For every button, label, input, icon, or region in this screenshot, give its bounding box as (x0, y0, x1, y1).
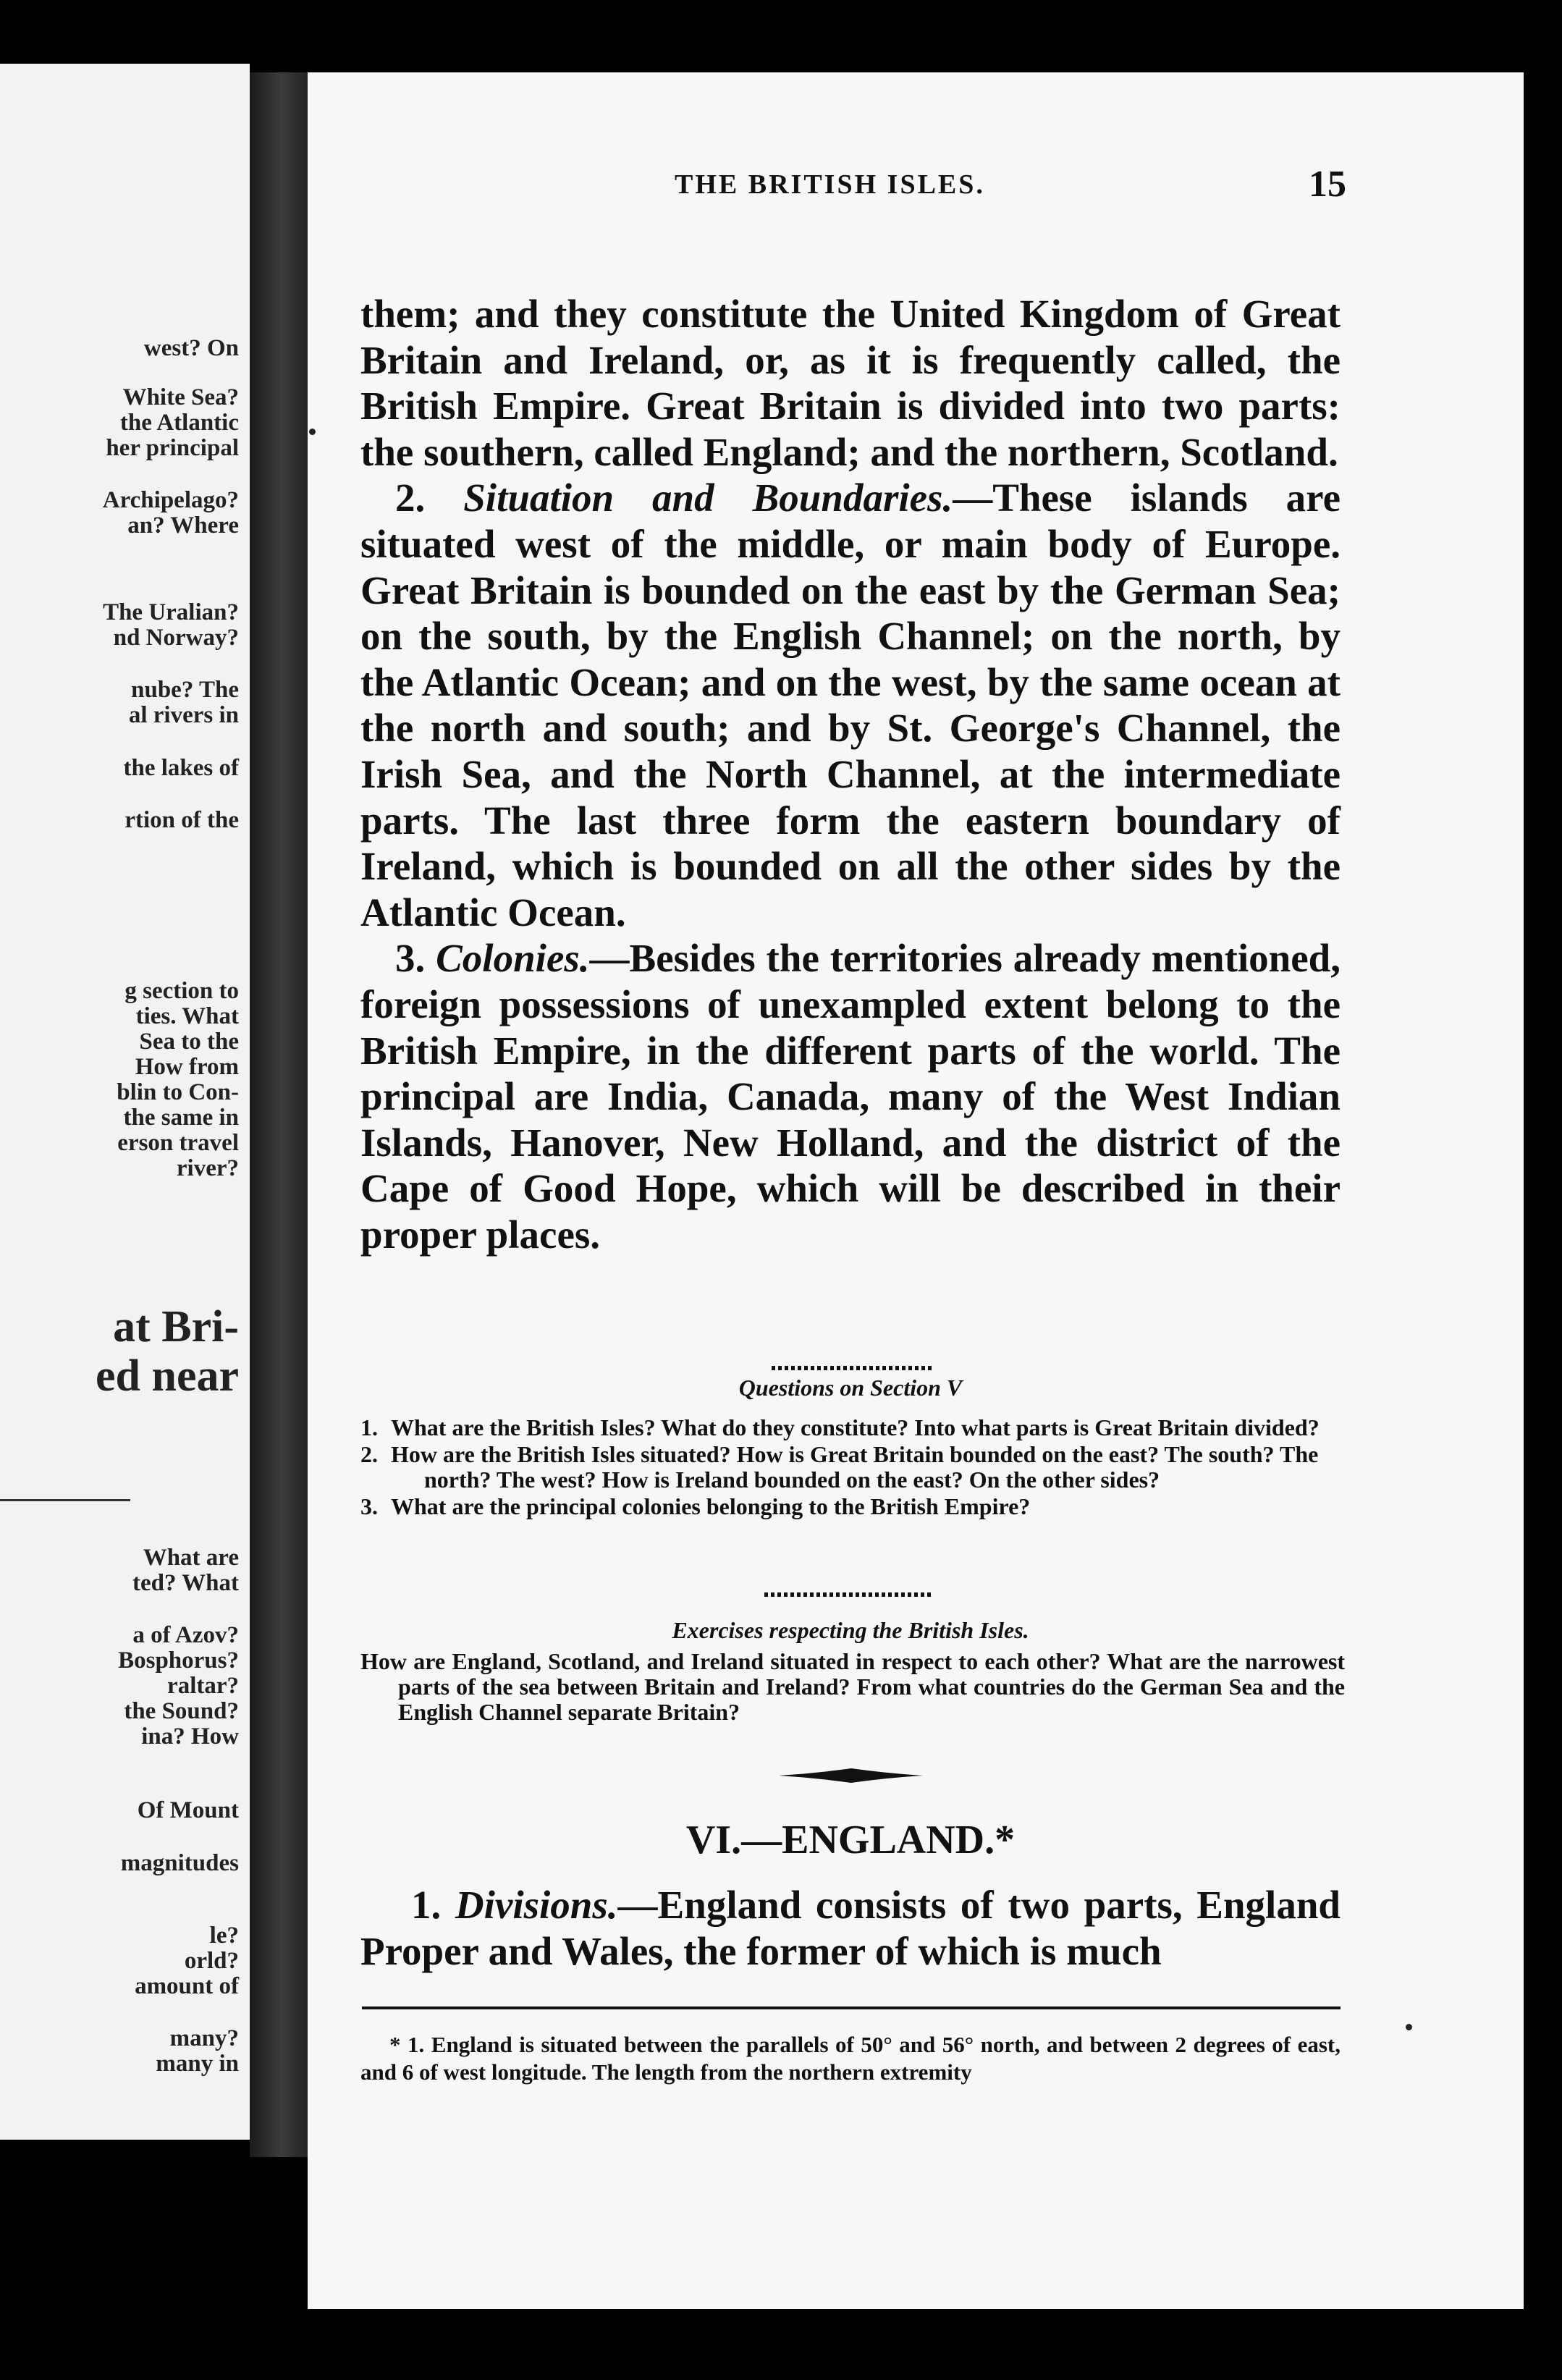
margin-line: g section to (124, 978, 239, 1004)
paragraph-number: 1. (411, 1883, 442, 1927)
margin-line: the lakes of (123, 755, 239, 781)
margin-line: many in (156, 2051, 239, 2077)
exercises-block (360, 1649, 1345, 1725)
margin-line: The Uralian? (103, 599, 239, 625)
margin-line: the same in (123, 1105, 239, 1131)
margin-line: ina? How (141, 1723, 239, 1750)
margin-line: al rivers in (128, 702, 239, 728)
margin-line: How from (135, 1054, 239, 1080)
exercises-text: How are England, Scotland, and Ireland situated in respect to each other? What are the narrowest parts of the sea between Britain and Ireland? From what countries do the German Sea and the English Channel separate Britain? (360, 1648, 1345, 1725)
margin-line: river? (176, 1155, 239, 1181)
margin-line: raltar? (167, 1673, 239, 1699)
margin-line: blin to Con- (117, 1079, 239, 1105)
margin-rule (0, 1499, 130, 1501)
facing-page-fragment (0, 64, 250, 2140)
question-item (360, 1415, 1345, 1440)
footnote (360, 2031, 1341, 2086)
margin-line: ed near (95, 1351, 239, 1401)
margin-line: her principal (106, 435, 239, 461)
question-text: How are the British Isles situated? How is Great Britain bounded on the east? The south? The north? The west? How is Ireland bounded on the east? On the other sides? (391, 1441, 1319, 1493)
question-item (360, 1442, 1345, 1493)
margin-line: orld? (184, 1948, 239, 1974)
margin-line: many? (169, 2025, 239, 2051)
margin-line: erson travel (117, 1130, 239, 1156)
margin-line: White Sea? (122, 384, 239, 410)
footnote-text: * 1. England is situated between the parallels of 50° and 56° north, and between 2 degrees of east, and 6 of west longitude. The length from the northern extremity (360, 2032, 1341, 2085)
paragraph-number: 2. (395, 476, 426, 520)
paragraph-colonies (360, 935, 1341, 1257)
ink-speck (1406, 2024, 1412, 2030)
margin-line: at Bri- (113, 1302, 239, 1351)
question-text: What are the principal colonies belonging to the British Empire? (391, 1493, 1031, 1519)
paragraph-heading: Divisions. (455, 1883, 618, 1927)
margin-line: a of Azov? (132, 1622, 239, 1648)
questions-title: Questions on Section V (738, 1375, 963, 1401)
question-text: What are the British Isles? What do they constitute? Into what parts is Great Britain divided? (391, 1414, 1320, 1440)
question-item (360, 1494, 1345, 1519)
margin-line: west? On (143, 335, 239, 361)
ink-speck (309, 429, 316, 435)
question-number: 1. (360, 1414, 378, 1440)
question-number: 3. (360, 1493, 378, 1519)
paragraph-body: —England consists of two parts, England Proper and Wales, the former of which is much (360, 1883, 1341, 1973)
margin-line: What are (143, 1545, 239, 1571)
page-number: 15 (1309, 164, 1346, 205)
margin-line: le? (209, 1923, 239, 1949)
paragraph-situation (360, 475, 1341, 935)
margin-line: amount of (135, 1973, 239, 1999)
margin-line: the Sound? (124, 1698, 239, 1724)
paragraph-body: —These islands are situated west of the middle, or main body of Europe. Great Britain is bounded on the east by the German Sea; on the south, by the English Channel; on the north, by the Atlantic Ocean; and on the west, by the same ocean at the north and south; and by St. George's Channel, the Irish Sea, and the North Channel, at the intermediate parts. The last three form the eastern boundary of Ireland, which is bounded on all the other sides by the Atlantic Ocean. (360, 476, 1341, 934)
paragraph-body: —Besides the territories already mentioned, foreign possessions of unexampled extent belong to the British Empire, in the different parts of the world. The principal are India, Canada, many of the West Indian Islands, Hanover, New Holland, and the district of the Cape of Good Hope, which will be described in their proper places. (360, 936, 1341, 1257)
margin-line: the Atlantic (119, 410, 239, 436)
margin-line: Of Mount (137, 1797, 239, 1823)
margin-line: ted? What (132, 1570, 239, 1596)
margin-line: rtion of the (124, 807, 239, 833)
margin-line: Sea to the (139, 1029, 239, 1055)
margin-line: Archipelago? (102, 487, 239, 513)
footnote-rule (362, 2006, 1341, 2009)
margin-line: ties. What (135, 1003, 239, 1029)
ornamental-rule (772, 1366, 934, 1370)
margin-line: nd Norway? (113, 625, 239, 651)
questions-list (360, 1415, 1345, 1521)
question-number: 2. (360, 1441, 378, 1467)
paragraph-intro: them; and they constitute the United Kingdom of Great Britain and Ireland, or, as it is frequently called, the British Empire. Great Britain is divided into two parts: the southern, called England; and the northern, Scotland. (360, 292, 1341, 474)
margin-line: nube? The (131, 677, 239, 703)
margin-line: an? Where (127, 512, 239, 539)
paragraph-heading: Colonies. (436, 936, 590, 981)
section-heading: VI.—ENGLAND.* (685, 1818, 1016, 1862)
margin-line: magnitudes (120, 1850, 239, 1876)
book-gutter (250, 72, 308, 2157)
paragraph-heading: Situation and Boundaries. (463, 476, 953, 520)
exercises-title: Exercises respecting the British Isles. (672, 1617, 1029, 1643)
body-text (360, 291, 1341, 1257)
running-title: THE BRITISH ISLES. (675, 169, 985, 200)
ornamental-rule (764, 1592, 934, 1597)
section-divider-ornament (779, 1766, 924, 1785)
section-paragraph (360, 1882, 1341, 1975)
paragraph-number: 3. (395, 936, 426, 981)
margin-line: Bosphorus? (118, 1647, 239, 1674)
